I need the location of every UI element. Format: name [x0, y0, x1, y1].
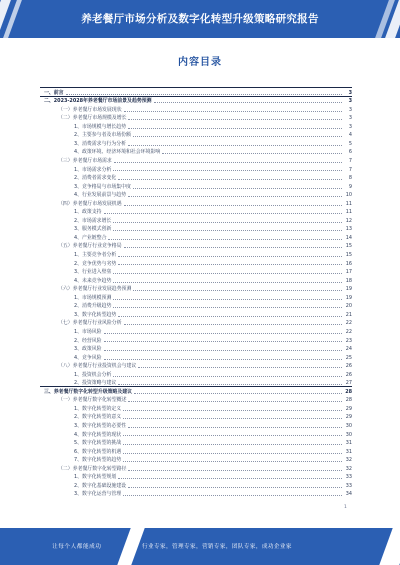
toc-subsection-row[interactable]: [40, 130, 352, 139]
toc-subsection-row[interactable]: [40, 172, 352, 181]
toc-entry-label: 1、市场规模预测: [74, 294, 112, 301]
toc-leader-dots: [123, 495, 342, 496]
report-header-bar: [0, 0, 400, 38]
toc-entry-label: 4、竞争风险: [74, 354, 102, 361]
toc-entry-label: 1、数字化转型的定义: [74, 405, 122, 412]
toc-subsection-row[interactable]: [40, 446, 352, 455]
toc-entry-page: 13: [345, 226, 352, 233]
toc-leader-dots: [113, 273, 342, 274]
toc-leader-dots: [118, 179, 342, 180]
toc-entry-page: 20: [345, 303, 352, 310]
toc-subsection-row[interactable]: [40, 190, 352, 199]
toc-entry-label: （一）养老餐厅数字化转型概述: [58, 397, 127, 404]
toc-entry-label: 三、养老餐厅数字化转型升级策略及建议: [44, 388, 133, 395]
toc-entry-page: 11: [345, 200, 352, 207]
toc-entry-page: 31: [345, 440, 352, 447]
toc-section-row[interactable]: [40, 463, 352, 472]
toc-entry-page: 10: [345, 192, 352, 199]
page-number: 1: [344, 505, 347, 510]
toc-leader-dots: [128, 401, 342, 402]
toc-leader-dots: [113, 222, 342, 223]
toc-entry-page: 5: [348, 140, 352, 147]
toc-section-row[interactable]: [40, 113, 352, 122]
toc-entry-label: （二）养老餐厅市场规模及增长: [58, 115, 127, 122]
toc-leader-dots: [124, 205, 342, 206]
toc-entry-page: 12: [345, 217, 352, 224]
toc-entry-page: 7: [348, 158, 352, 165]
toc-entry-page: 8: [348, 175, 352, 182]
toc-entry-label: 4、未来竞争趋势: [74, 277, 112, 284]
toc-leader-dots: [113, 230, 342, 231]
toc-entry-label: （六）养老餐厅行业发展趋势预测: [58, 286, 132, 293]
toc-leader-dots: [134, 393, 342, 394]
toc-subsection-row[interactable]: [40, 326, 352, 335]
toc-entry-label: （四）养老餐厅市场发展机遇: [58, 200, 122, 207]
toc-entry-page: 25: [345, 354, 352, 361]
footer-tagline: 行业专家，管理专家，营销专家，团队专家，成功企业家: [142, 544, 292, 550]
toc-leader-dots: [128, 487, 342, 488]
toc-leader-dots: [128, 196, 342, 197]
toc-entry-page: 7: [348, 166, 352, 173]
toc-entry-page: 29: [345, 405, 352, 412]
toc-section-row[interactable]: [40, 198, 352, 207]
toc-entry-page: 15: [345, 243, 352, 250]
report-footer-bar: [0, 528, 400, 565]
toc-entry-label: 4、产业链整合: [74, 234, 107, 241]
toc-entry-label: 1、政策支持: [74, 209, 102, 216]
toc-leader-dots: [133, 188, 342, 189]
toc-entry-page: 33: [345, 482, 352, 489]
toc-entry-page: 17: [345, 269, 352, 276]
toc-subsection-row[interactable]: [40, 472, 352, 481]
toc-leader-dots: [104, 213, 342, 214]
toc-leader-dots: [128, 427, 342, 428]
toc-leader-dots: [118, 256, 342, 257]
toc-entry-label: 6、数字化转型的机遇: [74, 448, 122, 455]
toc-entry-page: 28: [345, 388, 352, 395]
toc-subsection-row[interactable]: [40, 121, 352, 130]
toc-entry-label: 2、数字化基础设施建设: [74, 482, 127, 489]
toc-leader-dots: [124, 247, 342, 248]
toc-entry-label: 1、投资机会分析: [74, 371, 112, 378]
toc-subsection-row[interactable]: [40, 181, 352, 190]
toc-entry-label: 2、消费升级趋势: [74, 303, 112, 310]
toc-leader-dots: [124, 324, 342, 325]
toc-leader-dots: [104, 359, 342, 360]
toc-chapter-row[interactable]: [40, 386, 352, 395]
toc-entry-page: 26: [345, 371, 352, 378]
toc-subsection-row[interactable]: [40, 369, 352, 378]
toc-leader-dots: [114, 162, 342, 163]
toc-subsection-row[interactable]: [40, 309, 352, 318]
toc-leader-dots: [104, 341, 342, 342]
toc-entry-page: 3: [348, 89, 352, 96]
toc-leader-dots: [104, 350, 342, 351]
toc-section-row[interactable]: [40, 104, 352, 113]
toc-subsection-row[interactable]: [40, 266, 352, 275]
toc-entry-page: 22: [345, 320, 352, 327]
toc-entry-label: （一）养老餐厅市场发展现状: [58, 106, 122, 113]
toc-entry-label: （五）养老餐厅行业竞争格局: [58, 243, 122, 250]
toc-entry-page: 19: [345, 286, 352, 293]
toc-leader-dots: [133, 290, 342, 291]
toc-subsection-row[interactable]: [40, 224, 352, 233]
toc-entry-page: 32: [345, 465, 352, 472]
toc-entry-label: 2、经营风险: [74, 337, 102, 344]
toc-entry-label: 2、竞争优势与劣势: [74, 260, 117, 267]
report-title: 养老餐厅市场分析及数字化转型升级策略研究报告: [81, 13, 319, 25]
toc-leader-dots: [138, 367, 342, 368]
toc-section-row[interactable]: [40, 318, 352, 327]
toc-entry-label: 2、主要参与者及市场份额: [74, 132, 131, 139]
toc-entry-label: 3、服务模式创新: [74, 226, 112, 233]
toc-entry-label: 2、投资策略与建议: [74, 380, 117, 387]
toc-subsection-row[interactable]: [40, 412, 352, 421]
table-of-contents: [40, 87, 352, 497]
toc-subsection-row[interactable]: [40, 335, 352, 344]
toc-leader-dots: [118, 316, 342, 317]
toc-entry-page: 9: [348, 183, 352, 190]
toc-entry-label: （八）养老餐厅行业投资机会与建议: [58, 363, 137, 370]
toc-entry-label: 2、数字化转型的意义: [74, 414, 122, 421]
toc-entry-page: 3: [348, 106, 352, 113]
toc-entry-page: 30: [345, 422, 352, 429]
toc-entry-page: 29: [345, 414, 352, 421]
toc-section-row[interactable]: [40, 284, 352, 293]
toc-subsection-row[interactable]: [40, 292, 352, 301]
toc-entry-label: 1、数字化转型规划: [74, 474, 117, 481]
toc-entry-label: （二）养老餐厅数字化转型路径: [58, 465, 127, 472]
toc-entry-page: 4: [348, 132, 352, 139]
toc-leader-dots: [123, 410, 342, 411]
toc-entry-label: （三）养老餐厅市场需求: [58, 158, 112, 165]
toc-entry-label: （七）养老餐厅行业风险分析: [58, 320, 122, 327]
toc-leader-dots: [123, 453, 342, 454]
toc-leader-dots: [128, 145, 342, 146]
toc-entry-label: 4、数字化转型的现状: [74, 431, 122, 438]
toc-leader-dots: [123, 435, 342, 436]
toc-subsection-row[interactable]: [40, 138, 352, 147]
toc-entry-label: 4、政策环境、经济环境和社会环境影响: [74, 149, 161, 156]
toc-entry-page: 16: [345, 260, 352, 267]
toc-entry-label: 1、市场风险: [74, 328, 102, 335]
toc-leader-dots: [123, 461, 342, 462]
toc-entry-page: 30: [345, 431, 352, 438]
toc-entry-label: 2、消费者需求变化: [74, 175, 117, 182]
toc-entry-label: 1、主要竞争者分析: [74, 252, 117, 259]
toc-entry-label: 1、市场规模与增长趋势: [74, 123, 127, 130]
toc-subsection-row[interactable]: [40, 378, 352, 387]
toc-subsection-row[interactable]: [40, 429, 352, 438]
toc-section-row[interactable]: [40, 155, 352, 164]
toc-leader-dots: [104, 333, 342, 334]
toc-leader-dots: [118, 264, 342, 265]
toc-entry-label: 5、数字化转型的挑战: [74, 440, 122, 447]
toc-leader-dots: [66, 94, 342, 95]
toc-entry-page: 26: [345, 363, 352, 370]
toc-chapter-row[interactable]: [40, 96, 352, 105]
toc-leader-dots: [133, 136, 342, 137]
toc-subsection-row[interactable]: [40, 232, 352, 241]
toc-subsection-row[interactable]: [40, 489, 352, 498]
toc-entry-page: 3: [348, 115, 352, 122]
toc-chapter-row[interactable]: [40, 87, 352, 96]
toc-entry-page: 34: [345, 491, 352, 498]
toc-section-row[interactable]: [40, 395, 352, 404]
toc-entry-page: 15: [345, 252, 352, 259]
toc-leader-dots: [128, 119, 342, 120]
footer-slogan: 让每个人都能成功: [52, 544, 102, 550]
toc-leader-dots: [113, 376, 342, 377]
toc-entry-page: 11: [345, 209, 352, 216]
toc-entry-page: 28: [345, 397, 352, 404]
toc-entry-label: 二、2023-2028年养老餐厅市场前景及趋势预测: [44, 98, 152, 105]
toc-subsection-row[interactable]: [40, 403, 352, 412]
toc-entry-label: 3、数字化转型趋势: [74, 311, 117, 318]
toc-subsection-row[interactable]: [40, 301, 352, 310]
toc-subsection-row[interactable]: [40, 343, 352, 352]
toc-entry-page: 32: [345, 457, 352, 464]
toc-subsection-row[interactable]: [40, 215, 352, 224]
toc-section-row[interactable]: [40, 361, 352, 370]
toc-entry-page: 27: [345, 380, 352, 387]
toc-subsection-row[interactable]: [40, 275, 352, 284]
toc-entry-label: 3、行业进入壁垒: [74, 269, 112, 276]
toc-subsection-row[interactable]: [40, 480, 352, 489]
toc-entry-page: 23: [345, 337, 352, 344]
footer-stripe-decoration: [379, 528, 400, 565]
toc-entry-label: 3、数字化运营与管理: [74, 491, 122, 498]
footer-stripe-decoration: [117, 528, 144, 565]
toc-leader-dots: [118, 384, 342, 385]
toc-leader-dots: [128, 128, 342, 129]
toc-leader-dots: [113, 282, 342, 283]
toc-entry-label: 3、竞争格局与市场集中度: [74, 183, 131, 190]
toc-entry-page: 6: [348, 149, 352, 156]
toc-leader-dots: [124, 111, 342, 112]
page-title: 内容目录: [178, 57, 222, 68]
toc-subsection-row[interactable]: [40, 258, 352, 267]
toc-entry-page: 3: [348, 123, 352, 130]
toc-entry-label: 3、消费需求与行为分析: [74, 140, 127, 147]
toc-subsection-row[interactable]: [40, 437, 352, 446]
toc-subsection-row[interactable]: [40, 147, 352, 156]
toc-entry-label: 4、行业发展前景与趋势: [74, 192, 127, 199]
toc-leader-dots: [108, 239, 342, 240]
toc-entry-page: 22: [345, 328, 352, 335]
toc-subsection-row[interactable]: [40, 455, 352, 464]
toc-leader-dots: [123, 444, 342, 445]
toc-leader-dots: [128, 470, 342, 471]
toc-entry-page: 31: [345, 448, 352, 455]
toc-leader-dots: [113, 299, 342, 300]
toc-leader-dots: [118, 478, 342, 479]
toc-leader-dots: [113, 170, 342, 171]
toc-leader-dots: [154, 102, 342, 103]
toc-entry-page: 33: [345, 474, 352, 481]
toc-entry-page: 18: [345, 277, 352, 284]
toc-entry-label: 7、数字化转型的趋势: [74, 457, 122, 464]
toc-entry-page: 3: [348, 98, 352, 105]
toc-subsection-row[interactable]: [40, 164, 352, 173]
toc-entry-page: 24: [345, 346, 352, 353]
toc-entry-label: 一、前言: [44, 89, 64, 96]
toc-section-row[interactable]: [40, 241, 352, 250]
toc-leader-dots: [113, 307, 342, 308]
toc-entry-page: 14: [345, 234, 352, 241]
toc-entry-label: 3、数字化转型的必要性: [74, 422, 127, 429]
toc-entry-label: 2、市场需求增长: [74, 217, 112, 224]
toc-subsection-row[interactable]: [40, 207, 352, 216]
toc-entry-page: 21: [345, 311, 352, 318]
toc-entry-page: 19: [345, 294, 352, 301]
toc-subsection-row[interactable]: [40, 420, 352, 429]
toc-entry-label: 1、市场需求分析: [74, 166, 112, 173]
toc-leader-dots: [162, 153, 342, 154]
toc-subsection-row[interactable]: [40, 249, 352, 258]
toc-entry-label: 3、政策风险: [74, 346, 102, 353]
toc-leader-dots: [123, 418, 342, 419]
toc-subsection-row[interactable]: [40, 352, 352, 361]
